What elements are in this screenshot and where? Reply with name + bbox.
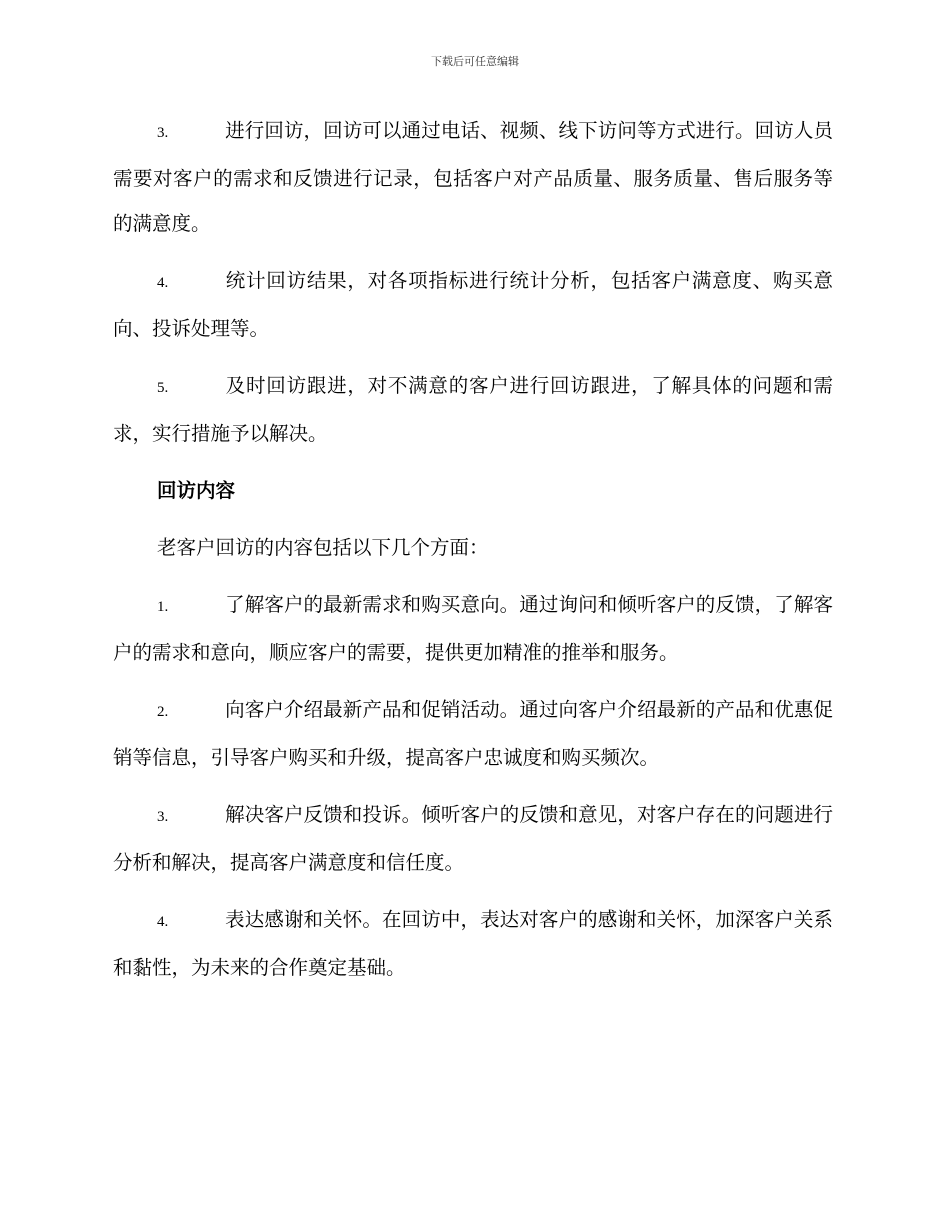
item-text: 及时回访跟进，对不满意的客户进行回访跟进，了解具体的问题和需求，实行措施予以解决。 [113,374,833,445]
item-text: 统计回访结果，对各项指标进行统计分析，包括客户满意度、购买意向、投诉处理等。 [113,269,833,340]
item-number: 2. [157,704,169,720]
list-item [113,792,833,885]
item-text: 了解客户的最新需求和购买意向。通过询问和倾听客户的反馈，了解客户的需求和意向，顺应客户的需要，提供更加精准的推举和服务。 [113,593,833,664]
item-text: 向客户介绍最新产品和促销活动。通过向客户介绍最新的产品和优惠促销等信息，引导客户购买和升级，提高客户忠诚度和购买频次。 [113,698,833,769]
document-body [113,108,833,1002]
item-number: 5. [157,380,169,396]
item-number: 1. [157,599,169,615]
item-text: 进行回访，回访可以通过电话、视频、线下访问等方式进行。回访人员需要对客户的需求和反馈进行记录，包括客户对产品质量、服务质量、售后服务等的满意度。 [113,119,833,235]
list-item [113,258,833,351]
list-item [113,582,833,675]
item-number: 3. [157,809,169,825]
list-item [113,687,833,780]
list-item [113,108,833,246]
section-heading: 回访内容 [157,479,236,502]
section-intro: 老客户回访的内容包括以下几个方面： [157,536,489,559]
item-text: 解决客户反馈和投诉。倾听客户的反馈和意见，对客户存在的问题进行分析和解决，提高客户满意度和信任度。 [113,803,833,874]
list-item [113,897,833,990]
item-number: 3. [157,125,169,141]
item-number: 4. [157,914,169,930]
page-header: 下载后可任意编辑 [431,55,519,68]
item-text: 表达感谢和关怀。在回访中，表达对客户的感谢和关怀，加深客户关系和黏性，为未来的合作奠定基础。 [113,908,833,979]
list-item [113,363,833,456]
item-number: 4. [157,275,169,291]
